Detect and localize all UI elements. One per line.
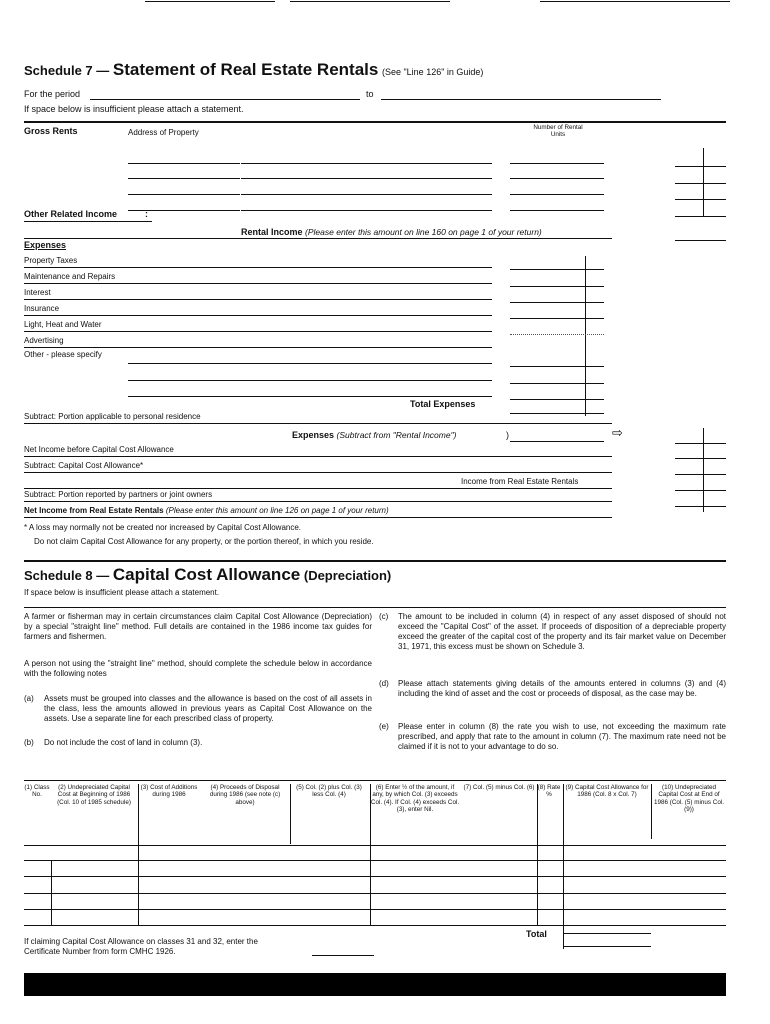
note-a-marker: (a) — [24, 694, 34, 703]
col-8-rate-header: (8) Rate % — [537, 784, 561, 799]
expenses-subtotal-note: (Subtract from "Rental Income") — [336, 430, 457, 440]
rental-income-text: Rental Income — [241, 227, 303, 237]
subtract-partners-rule — [24, 501, 612, 502]
units-field[interactable] — [510, 210, 604, 211]
income-from-rentals-field[interactable] — [675, 474, 726, 475]
col-2-ucc-beginning-header: (2) Undepreciated Capital Cost at Beginning of 1986 (Col. 10 of 1985 schedule) — [57, 784, 131, 806]
address-field[interactable] — [128, 163, 240, 164]
cca-total-label: Total — [526, 929, 547, 939]
footer-bar — [24, 973, 726, 996]
net-income-label — [24, 506, 389, 516]
expense-row-rule — [24, 267, 492, 268]
col-6-half-excess-header: (6) Enter ½ of the amount, if any, by which Col. (3) exceeds Col. (4). If Col. (4) exceeds Col. (3), enter Nil. — [370, 784, 460, 814]
period-to-field[interactable] — [381, 99, 661, 100]
cca-column-rule — [51, 860, 52, 925]
expenses-subtotal-label — [292, 430, 456, 441]
note-b-text: Do not include the cost of land in column (3). — [44, 738, 203, 747]
total-expenses-label: Total Expenses — [410, 399, 476, 409]
partners-portion-field[interactable] — [675, 490, 726, 491]
net-income-text: Net Income from Real Estate Rentals — [24, 506, 164, 515]
expense-amount-field[interactable] — [510, 318, 604, 319]
other-income-rule — [24, 221, 152, 222]
expenses-heading: Expenses — [24, 240, 67, 250]
units-field[interactable] — [510, 194, 604, 195]
net-income-rule — [24, 517, 612, 518]
income-from-rentals-rule — [24, 488, 612, 489]
top-edge-line — [290, 1, 450, 2]
amount-field[interactable] — [675, 183, 726, 184]
footnote-line-1: * A loss may normally not be created nor increased by Capital Cost Allowance. — [24, 523, 302, 532]
note-a-text: Assets must be grouped into classes and the allowance is based on the cost of all assets in the class, less the amounts allowed in previous years as Capital Cost Allowance on the assets. Use a separate line for each prescribed class of property. — [44, 694, 372, 723]
total-expenses-field[interactable] — [510, 413, 604, 414]
schedule-7-label: Schedule 7 — — [24, 63, 110, 78]
cca-column-rule — [290, 784, 291, 844]
cca-column-rule — [651, 784, 652, 839]
top-edge-line — [540, 1, 730, 2]
footnote-line-2: Do not claim Capital Cost Allowance for any property, or the portion thereof, in which you reside. — [34, 537, 374, 546]
gross-rents-heading: Gross Rents — [24, 126, 78, 136]
top-edge-line — [145, 1, 275, 2]
subtract-cca-label: Subtract: Capital Cost Allowance* — [24, 461, 144, 470]
units-field[interactable] — [510, 178, 604, 179]
amount-column-rule — [703, 148, 704, 216]
section-rule — [24, 121, 726, 123]
cca-table-row[interactable] — [24, 893, 726, 894]
amount-field[interactable] — [675, 166, 726, 167]
expense-amount-field[interactable] — [510, 399, 604, 400]
expense-item-advertising: Advertising — [24, 336, 64, 345]
col-4-proceeds-header: (4) Proceeds of Disposal during 1986 (see note (c) above) — [209, 784, 281, 806]
cca-table-row[interactable] — [24, 860, 726, 861]
cca-column-rule — [138, 784, 139, 925]
note-c-marker: (c) — [379, 612, 389, 621]
period-to-label: to — [366, 89, 374, 99]
period-from-field[interactable] — [90, 99, 360, 100]
expense-item-property-taxes: Property Taxes — [24, 256, 78, 265]
expense-amount-field[interactable] — [510, 334, 604, 335]
cca-column-rule — [563, 784, 564, 949]
expense-row-rule — [24, 299, 492, 300]
other-specify-field[interactable] — [128, 396, 492, 397]
expense-item-utilities: Light, Heat and Water — [24, 320, 102, 329]
cca-table-top-rule — [24, 780, 726, 781]
units-column-header: Number of Rental Units — [533, 124, 583, 139]
other-specify-field[interactable] — [128, 380, 492, 381]
amount-field[interactable] — [675, 216, 726, 217]
expense-amount-field[interactable] — [510, 269, 604, 270]
address-field[interactable] — [241, 178, 492, 179]
note-c-text: The amount to be included in column (4) in respect of any asset disposed of should not exceed the "Capital Cost" of the asset. If proceeds of disposition of a depreciable property exceed the greater of the capital cost of the property and its fair market value on December 31, 1971, this excess must be shown on Schedule 3. — [398, 612, 726, 651]
rental-income-rule — [24, 238, 612, 239]
cca-total-field[interactable] — [563, 933, 651, 934]
col-3-additions-header: (3) Cost of Additions during 1986 — [140, 784, 198, 799]
expense-item-maintenance: Maintenance and Repairs — [24, 272, 116, 281]
straight-line-paragraph: A person not using the "straight line" method, should complete the schedule below in accordance with the following notes — [24, 659, 372, 678]
cca-column-rule — [370, 784, 371, 925]
net-income-note: (Please enter this amount on line 126 on page 1 of your return) — [165, 506, 389, 515]
cca-field[interactable] — [675, 458, 726, 459]
expense-row-rule — [24, 283, 492, 284]
right-amount-column-rule — [703, 428, 704, 512]
col-1-class-no-header: (1) Class No. — [24, 784, 50, 799]
certificate-number-field[interactable] — [312, 955, 374, 956]
net-before-cca-field[interactable] — [675, 443, 726, 444]
net-before-cca-rule — [24, 456, 612, 457]
rental-income-label — [241, 227, 542, 238]
schedule-7-title: Statement of Real Estate Rentals — [112, 60, 379, 79]
subtract-personal-rule — [24, 423, 612, 424]
section-rule — [24, 607, 726, 608]
note-d-text: Please attach statements giving details of the amounts entered in columns (3) and (4) including the kind of asset and the cost or proceeds of disposal, as the case may be. — [398, 679, 726, 698]
arrow-right-icon: ⇨ — [612, 425, 623, 440]
cca-intro-paragraph: A farmer or fisherman may in certain circumstances claim Capital Cost Allowance (Depreciation) by a special "straight line" method. Full details are contained in the 1986 income tax guides for farmers and fishermen. — [24, 612, 372, 641]
note-b-marker: (b) — [24, 738, 34, 747]
address-field[interactable] — [128, 178, 240, 179]
subtract-cca-rule — [24, 472, 612, 473]
section-rule — [24, 560, 726, 562]
schedule-7-heading — [24, 60, 483, 80]
rental-income-field[interactable] — [675, 240, 726, 241]
schedule-7-guide-note: (See "Line 126" in Guide) — [381, 67, 484, 77]
expense-column-rule — [585, 256, 586, 416]
cca-table-row[interactable] — [24, 925, 726, 926]
expense-row-rule — [24, 331, 492, 332]
note-d-marker: (d) — [379, 679, 389, 688]
address-field[interactable] — [128, 194, 240, 195]
cca-total-field-underline — [563, 946, 651, 947]
note-e-marker: (e) — [379, 722, 389, 731]
income-from-rentals-label: Income from Real Estate Rentals — [461, 477, 579, 486]
expenses-subtotal-text: Expenses — [292, 430, 335, 440]
expense-amount-field[interactable] — [510, 286, 604, 287]
expenses-subtotal-field[interactable] — [510, 441, 604, 442]
address-column-header: Address of Property — [128, 128, 199, 137]
net-income-field[interactable] — [675, 506, 726, 507]
address-field[interactable] — [241, 163, 492, 164]
expenses-field-paren: ) — [506, 430, 509, 440]
schedule-8-title: Capital Cost Allowance — [112, 565, 301, 584]
expense-item-interest: Interest — [24, 288, 51, 297]
expense-row-rule — [24, 315, 492, 316]
net-before-cca-label: Net Income before Capital Cost Allowance — [24, 445, 174, 454]
expense-row-rule — [24, 347, 492, 348]
schedule-8-label: Schedule 8 — — [24, 568, 110, 583]
rental-income-note: (Please enter this amount on line 160 on page 1 of your return) — [305, 227, 542, 237]
address-field[interactable] — [241, 194, 492, 195]
schedule-8-heading — [24, 565, 391, 585]
schedule-8-title-paren: (Depreciation) — [303, 568, 392, 583]
cca-table-row[interactable] — [24, 876, 726, 877]
space-note: If space below is insufficient please attach a statement. — [24, 104, 244, 114]
other-income-label: Other Related Income — [24, 209, 118, 219]
amount-field[interactable] — [675, 199, 726, 200]
units-field[interactable] — [510, 163, 604, 164]
note-e-text: Please enter in column (8) the rate you wish to use, not exceeding the maximum rate prescribed, and apply that rate to the amount in column (7). The maximum rate need not be claimed if it is not to your advantage to do so. — [398, 722, 726, 751]
subtract-partners-label: Subtract: Portion reported by partners or joint owners — [24, 490, 213, 499]
other-income-colon: : — [145, 209, 148, 219]
expense-amount-field[interactable] — [510, 366, 604, 367]
address-field[interactable] — [241, 210, 492, 211]
cca-table-row[interactable] — [24, 909, 726, 910]
expense-item-insurance: Insurance — [24, 304, 60, 313]
expense-item-other: Other - please specify — [24, 350, 102, 359]
subtract-personal-label: Subtract: Portion applicable to personal residence — [24, 412, 201, 421]
schedule-8-space-note: If space below is insufficient please attach a statement. — [24, 588, 220, 597]
expense-amount-field[interactable] — [510, 383, 604, 384]
certificate-note: If claiming Capital Cost Allowance on classes 31 and 32, enter the Certificate Number from form CMHC 1926. — [24, 937, 258, 956]
other-specify-field[interactable] — [128, 363, 492, 364]
col-5-header: (5) Col. (2) plus Col. (3) less Col. (4) — [296, 784, 362, 799]
expense-amount-field[interactable] — [510, 302, 604, 303]
col-7-header: (7) Col. (5) minus Col. (6) — [463, 784, 535, 791]
col-9-cca-header: (9) Capital Cost Allowance for 1986 (Col. 8 x Col. 7) — [565, 784, 649, 799]
cca-column-rule — [537, 784, 538, 925]
cca-table-header-rule — [24, 845, 726, 846]
col-10-ucc-end-header: (10) Undepreciated Capital Cost at End of 1986 (Col. (5) minus Col. (9)) — [654, 784, 724, 814]
period-label: For the period — [24, 89, 81, 99]
